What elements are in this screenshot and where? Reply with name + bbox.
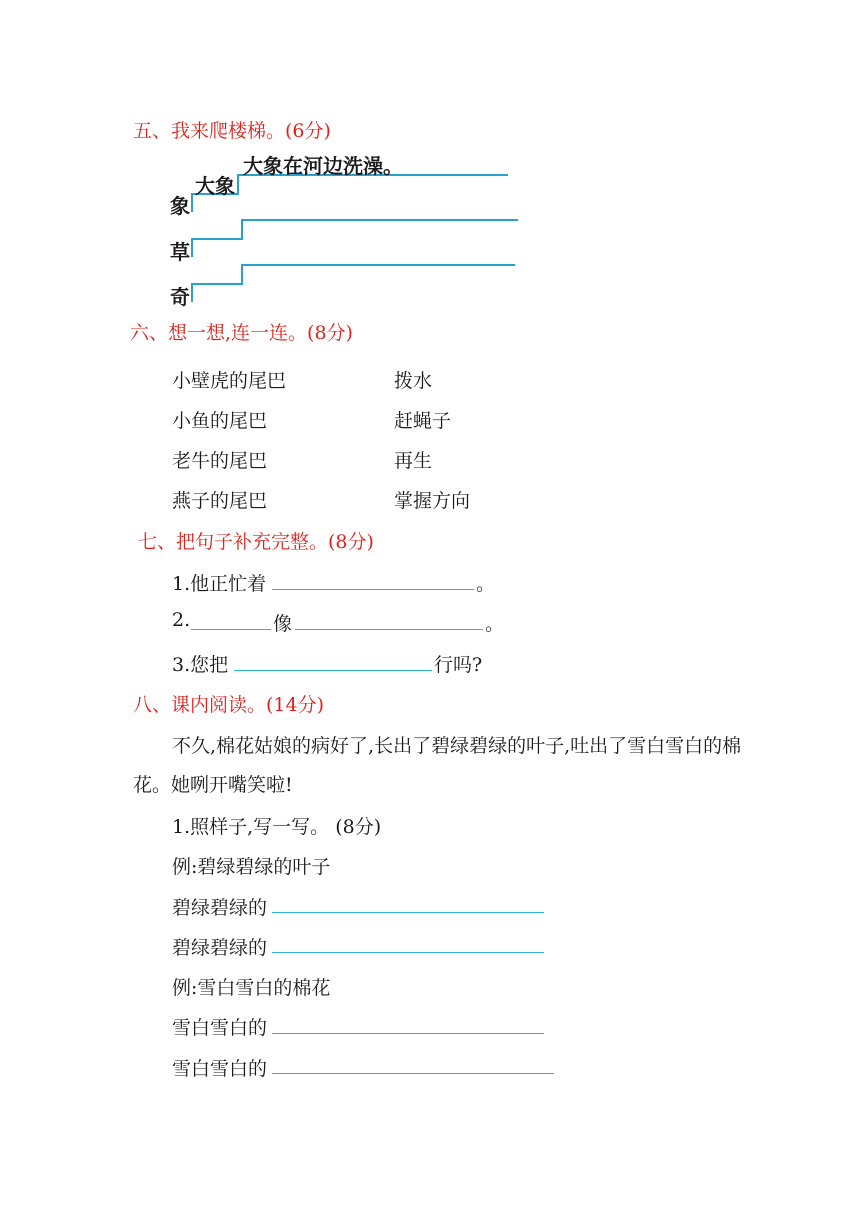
fill-1a-blank[interactable] <box>272 912 544 913</box>
stair-example-sentence: 大象在河边洗澡。 <box>243 154 403 178</box>
q2-middle: 像 <box>273 613 293 635</box>
fill-1b-prefix: 碧绿碧绿的 <box>172 937 268 959</box>
stair-step-top <box>192 175 508 212</box>
passage-line-1: 不久,棉花姑娘的病好了,长出了碧绿碧绿的叶子,吐出了雪白雪白的棉 <box>172 735 742 757</box>
example-1: 例:碧绿碧绿的叶子 <box>172 856 331 878</box>
match-left-item: 小鱼的尾巴 <box>172 410 268 432</box>
match-left-item: 老牛的尾巴 <box>172 450 268 472</box>
q3-answer-blank[interactable] <box>234 670 432 671</box>
match-right-item: 掌握方向 <box>394 490 471 512</box>
stair-char-cao: 草 <box>170 240 190 264</box>
fill-2b-prefix: 雪白雪白的 <box>172 1058 268 1080</box>
example-2: 例:雪白雪白的棉花 <box>172 977 331 999</box>
match-right-item: 再生 <box>394 450 433 472</box>
q3-suffix: 行吗? <box>434 654 483 676</box>
match-left-item: 小壁虎的尾巴 <box>172 370 287 392</box>
fill-2a-prefix: 雪白雪白的 <box>172 1017 268 1039</box>
stair-step-middle <box>192 220 518 257</box>
q2-answer-blank-1[interactable] <box>191 629 271 630</box>
q1-answer-blank[interactable] <box>272 589 474 590</box>
passage-line-2: 花。她咧开嘴笑啦! <box>133 774 293 796</box>
q2-prefix: 2. <box>172 609 191 631</box>
stair-char-xiang: 象 <box>170 194 190 218</box>
stair-step-bottom <box>192 265 515 302</box>
q1-suffix: 。 <box>476 573 496 595</box>
match-left-item: 燕子的尾巴 <box>172 490 268 512</box>
question-1-title: 1.照样子,写一写。 (8分) <box>172 816 382 838</box>
fill-2b-blank[interactable] <box>272 1073 554 1074</box>
q3-prefix: 3.您把 <box>172 654 229 676</box>
match-right-item: 赶蝇子 <box>394 410 452 432</box>
q2-answer-blank-2[interactable] <box>295 629 483 630</box>
fill-2a-blank[interactable] <box>272 1033 544 1034</box>
section8-heading: 八、课内阅读。(14分) <box>133 694 325 716</box>
stair-word-daxiang: 大象 <box>195 174 235 198</box>
stair-char-qi: 奇 <box>170 285 190 309</box>
q1-prefix: 1.他正忙着 <box>172 573 267 595</box>
match-right-item: 拨水 <box>394 370 433 392</box>
q2-suffix: 。 <box>485 613 505 635</box>
section5-heading: 五、我来爬楼梯。(6分) <box>133 120 331 142</box>
fill-1a-prefix: 碧绿碧绿的 <box>172 897 268 919</box>
section7-heading: 七、把句子补充完整。(8分) <box>138 531 374 553</box>
fill-1b-blank[interactable] <box>272 952 544 953</box>
section6-heading: 六、想一想,连一连。(8分) <box>130 322 353 344</box>
